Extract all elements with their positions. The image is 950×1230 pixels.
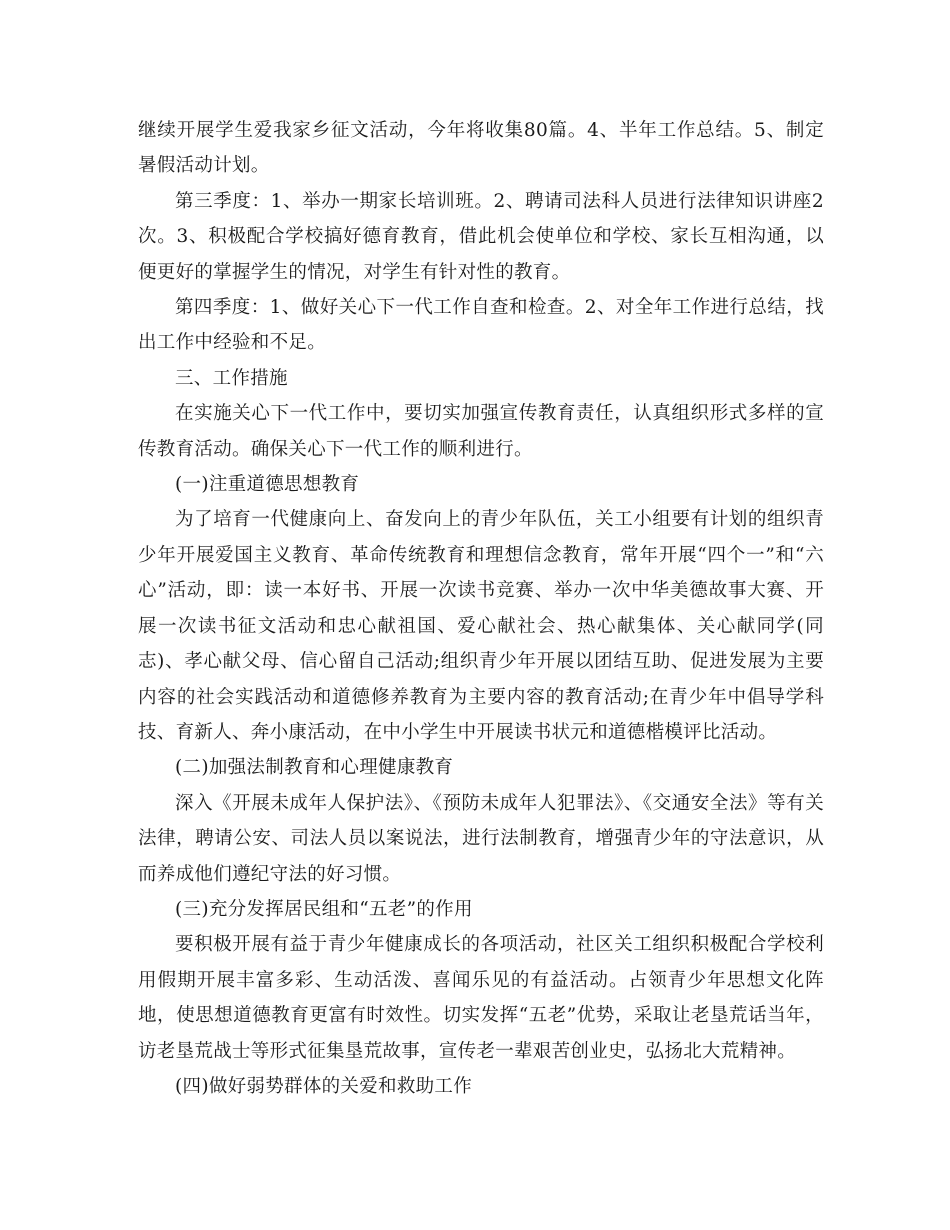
paragraph-summer-plan-continued: 继续开展学生爱我家乡征文活动，今年将收集80篇。4、半年工作总结。5、制定暑假活动计划。	[138, 120, 824, 177]
paragraph-moral-education: 为了培育一代健康向上、奋发向上的青少年队伍，关工小组要有计划的组织青少年开展爱国主义教育、革命传统教育和理想信念教育，常年开展“四个一”和“六心”活动，即：读一本好书、开展一次读书竞赛、举办一次中华美德故事大赛、开展一次读书征文活动和忠心献祖国、爱心献社会、热心献集体、关心献同学(同志)、孝心献父母、信心留自己活动;组织青少年开展以团结互助、促进发展为主要内容的社会实践活动和道德修养教育为主要内容的教育活动;在青少年中倡导学科技、育新人、奔小康活动，在中小学生中开展读书状元和道德楷模评比活动。	[138, 509, 824, 743]
document-body	[138, 113, 824, 1104]
paragraph-fourth-quarter: 第四季度：1、做好关心下一代工作自查和检查。2、对全年工作进行总结，找出工作中经验和不足。	[138, 297, 824, 354]
paragraph-residents-five-elders: 要积极开展有益于青少年健康成长的各项活动，社区关工组织积极配合学校利用假期开展丰富多彩、生动活泼、喜闻乐见的有益活动。占领青少年思想文化阵地，使思想道德教育更富有时效性。切实发挥“五老”优势，采取让老垦荒话当年，访老垦荒战士等形式征集垦荒故事，宣传老一辈艰苦创业史，弘扬北大荒精神。	[138, 934, 824, 1062]
subheading-vulnerable-groups: (四)做好弱势群体的关爱和救助工作	[175, 1075, 473, 1097]
section-heading-work-measures: 三、工作措施	[175, 367, 288, 389]
paragraph-legal-education: 深入《开展未成年人保护法》、《预防未成年人犯罪法》、《交通安全法》等有关法律，聘请公安、司法人员以案说法，进行法制教育，增强青少年的守法意识，从而养成他们遵纪守法的好习惯。	[138, 792, 824, 885]
paragraph-third-quarter: 第三季度：1、举办一期家长培训班。2、聘请司法科人员进行法律知识讲座2次。3、积极配合学校搞好德育教育，借此机会使单位和学校、家长互相沟通，以便更好的掌握学生的情况，对学生有针对性的教育。	[138, 190, 824, 283]
paragraph-measures-intro: 在实施关心下一代工作中，要切实加强宣传教育责任，认真组织形式多样的宣传教育活动。确保关心下一代工作的顺利进行。	[138, 403, 824, 460]
subheading-legal-education: (二)加强法制教育和心理健康教育	[175, 757, 454, 779]
subheading-moral-education: (一)注重道德思想教育	[175, 474, 360, 496]
subheading-residents-five-elders: (三)充分发挥居民组和“五老”的作用	[175, 898, 473, 920]
